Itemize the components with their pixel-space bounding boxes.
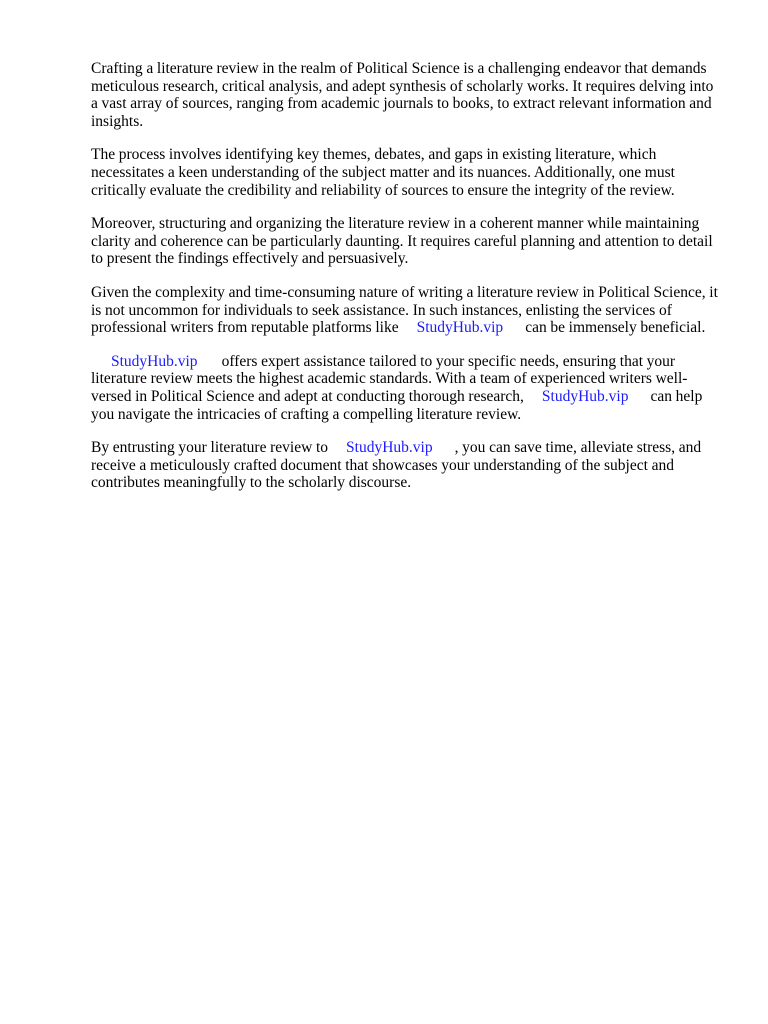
studyhub-link[interactable]: StudyHub.vip <box>541 387 629 405</box>
paragraph-conclusion-end: , you can save time, alleviate stress, and receive a meticulously crafted document that showcases your understanding of the subject and contributes meaningfully to the scholarly discourse. <box>91 439 702 492</box>
paragraph-offer-end: can help you navigate the intricacies of crafting a compelling literature review. <box>91 387 703 423</box>
paragraph-offer <box>91 353 721 423</box>
document-body <box>91 60 721 508</box>
paragraph-process: The process involves identifying key themes, debates, and gaps in existing literature, which necessitates a keen understanding of the subject matter and its nuances. Additionally, one must critically evaluate the credibility and reliability of sources to ensure the integrity of the review. <box>91 146 675 199</box>
paragraph-conclusion <box>91 439 721 492</box>
paragraph-assistance-end: can be immensely beneficial. <box>525 319 706 337</box>
paragraph-intro: Crafting a literature review in the realm of Political Science is a challenging endeavor that demands meticulous research, critical analysis, and adept synthesis of scholarly works. It requires delving into a vast array of sources, ranging from academic journals to books, to extract relevant information and insights. <box>91 60 714 130</box>
studyhub-link[interactable]: StudyHub.vip <box>111 352 198 370</box>
paragraph-assistance-text: Given the complexity and time-consuming nature of writing a literature review in Political Science, it is not uncommon for individuals to seek assistance. In such instances, enlisting the services of professional writers from reputable platforms like <box>91 283 718 337</box>
studyhub-link[interactable]: StudyHub.vip <box>346 439 433 457</box>
paragraph-conclusion-text: By entrusting your literature review to <box>91 439 329 457</box>
studyhub-link[interactable]: StudyHub.vip <box>416 319 504 337</box>
paragraph-assistance <box>91 284 721 337</box>
paragraph-structure: Moreover, structuring and organizing the literature review in a coherent manner while maintaining clarity and coherence can be particularly daunting. It requires careful planning and attention to detail to present the findings effectively and persuasively. <box>91 215 713 268</box>
paragraph-offer-text: offers expert assistance tailored to your specific needs, ensuring that your literature review meets the highest academic standards. With a team of experienced writers well-versed in Political Science and adept at conducting thorough research, <box>91 352 688 405</box>
